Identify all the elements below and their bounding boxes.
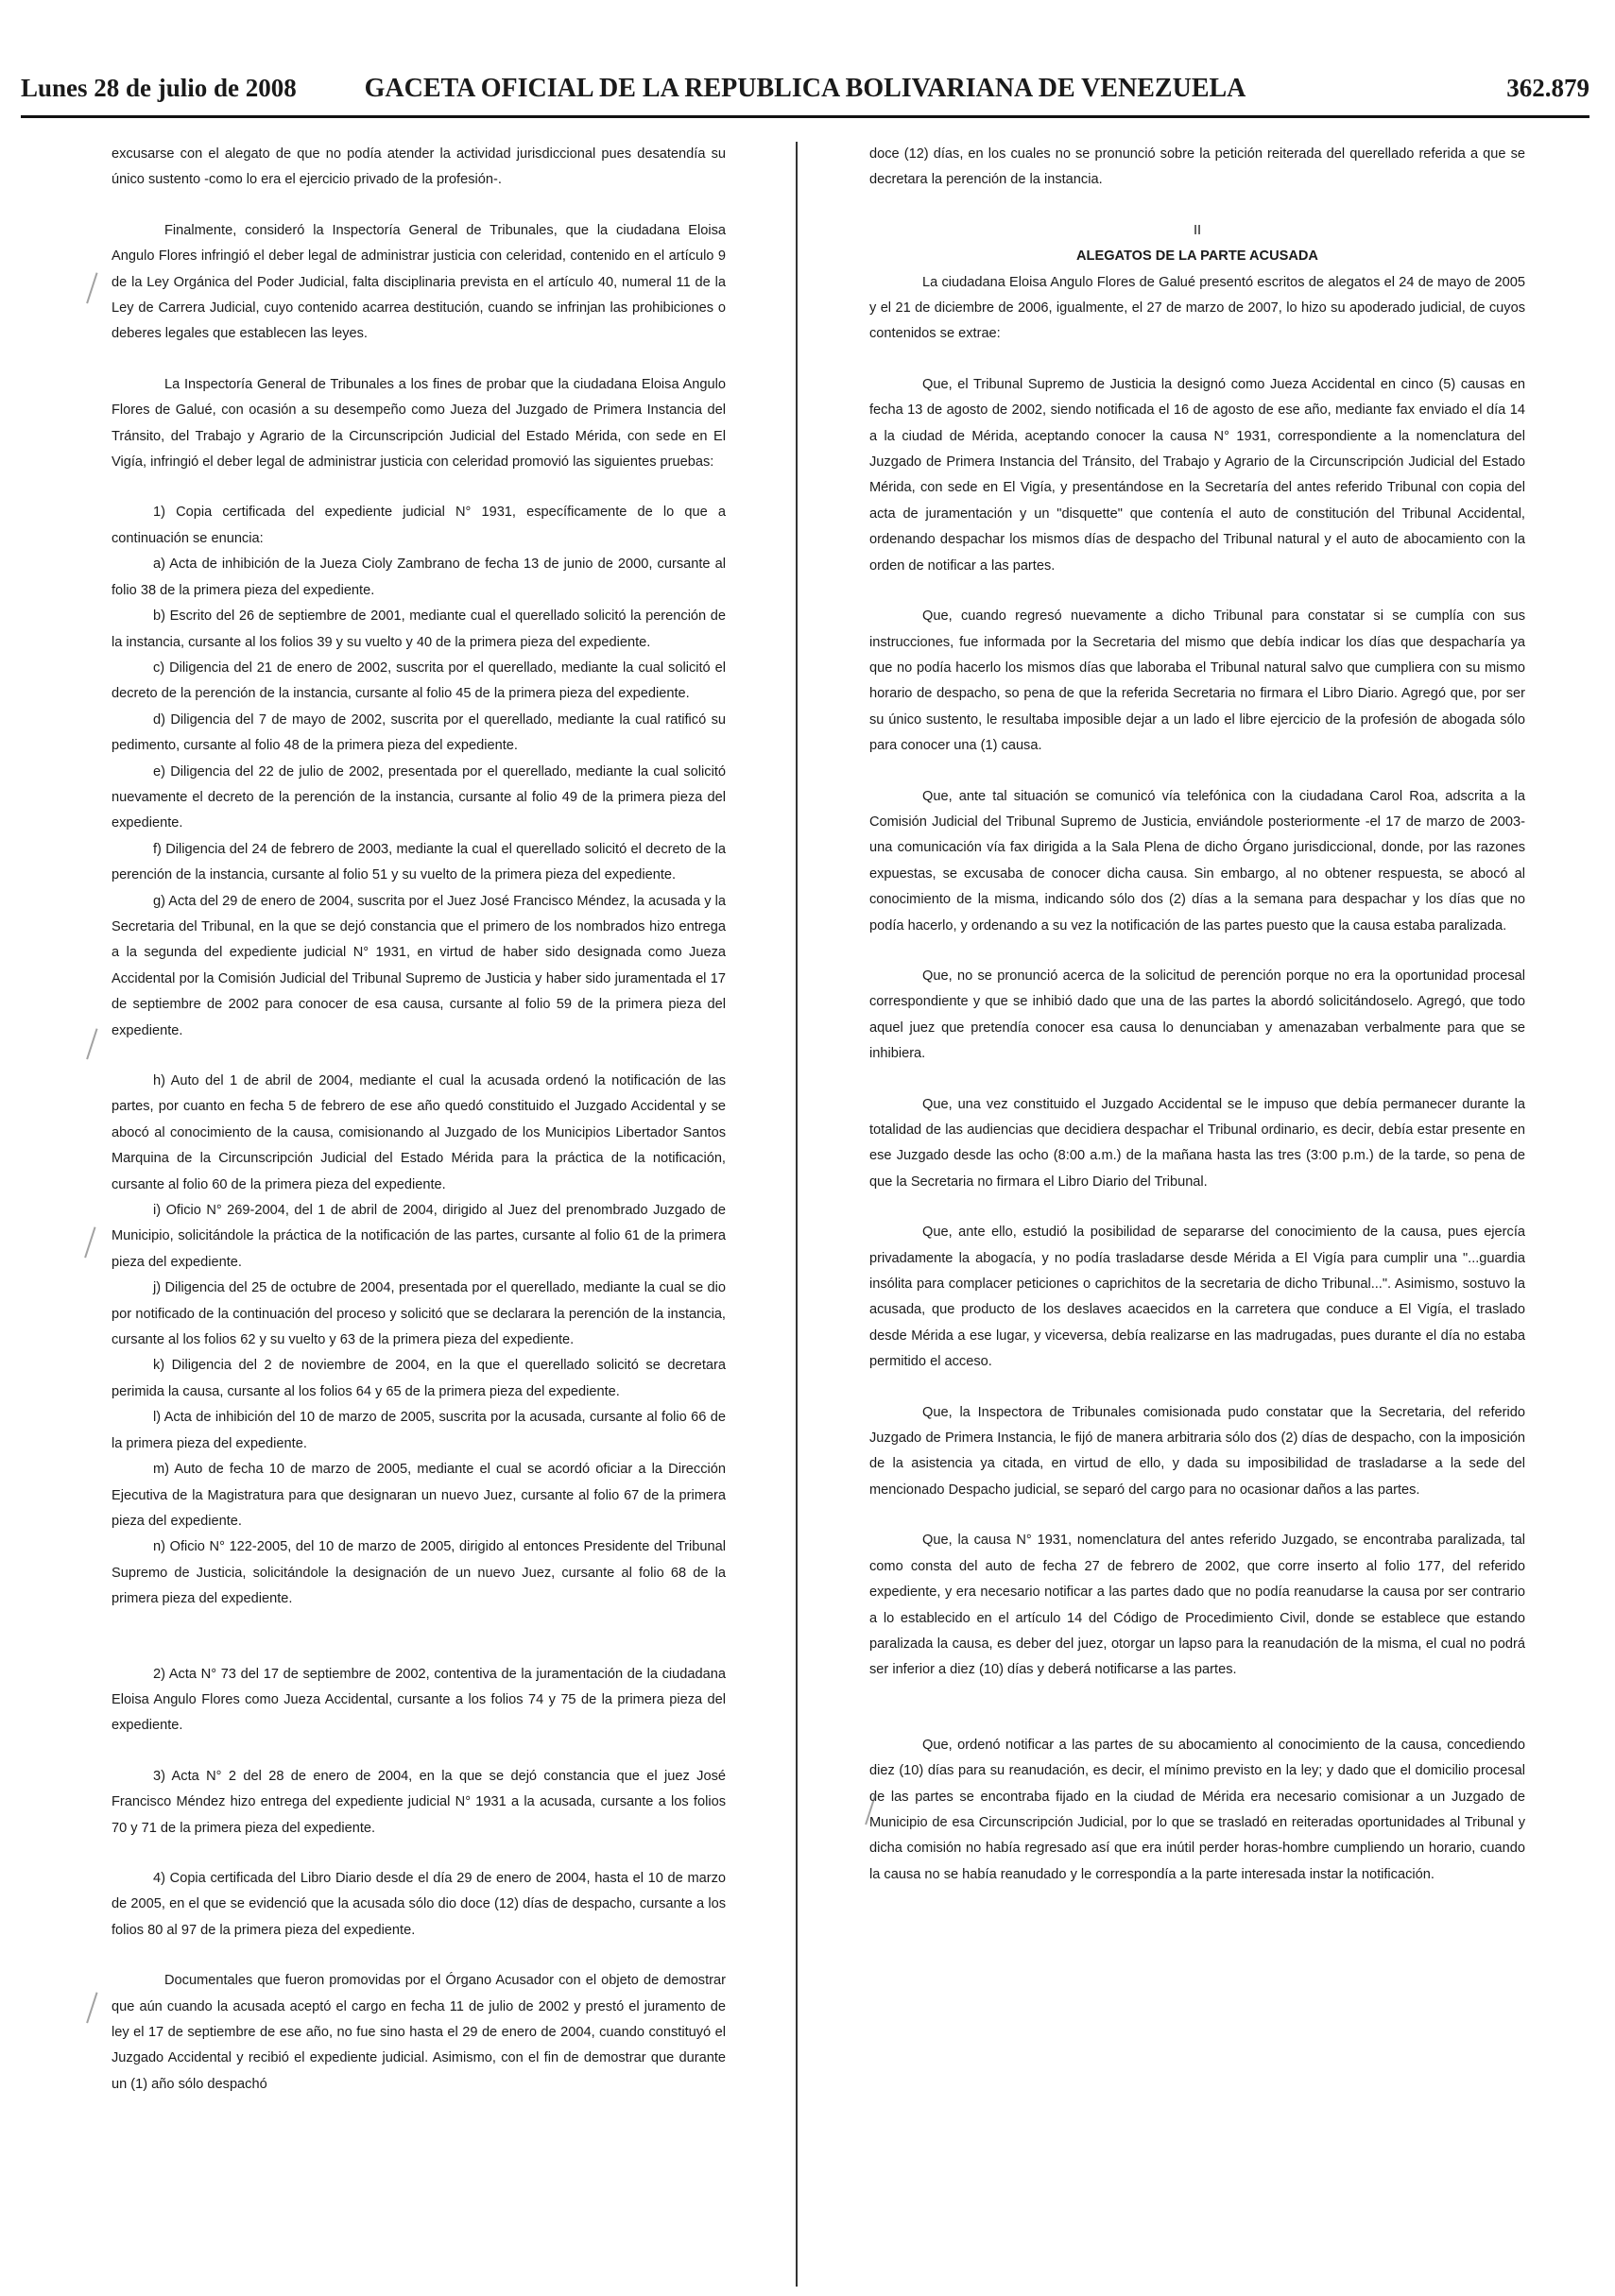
right-paragraph: Que, el Tribunal Supremo de Justicia la designó como Jueza Accidental en cinco (5) causas en fecha 13 de agosto de 2002, siendo notificada el 16 de agosto de ese año, mediante fax enviado el día 14 a la ciudad de Mérida, aceptando conocer la causa N° 1931, correspondiente a la nomenclatura del Juzgado de Primera Instancia del Tránsito, del Trabajo y Agrario de la Circunscripción Judicial del Estado Mérida, con sede en El Vigía, y presentándose en la Secretaría del antes referido Tribunal con copia del acta de juramentación y un "disquette" que contenía el auto de constitución del Tribunal Accidental, ordenando despachar los mismos días de despacho del Tribunal natural y el auto de abocamiento con la orden de notificar a las partes. <box>869 376 1525 574</box>
left-paragraph: c) Diligencia del 21 de enero de 2002, suscrita por el querellado, mediante la cual solicitó el decreto de la perención de la instancia, cursante al folio 45 de la primera pieza del expediente. <box>112 660 726 702</box>
header-rule <box>21 115 1589 118</box>
page-header <box>21 74 1589 111</box>
right-paragraph: Que, cuando regresó nuevamente a dicho Tribunal para constatar si se cumplía con sus instrucciones, fue informada por la Secretaria del mismo que debía indicar los días que despacharía ya que no podía hacerlo los mismos días que laboraba el Tribunal natural salvo que cumpliera con su mismo horario de despacho, so pena de que la referida Secretaria no firmara el Libro Diario. Agregó que, por ser su único sustento, le resultaba imposible dejar a un lado el libre ejercicio de la profesión de abogada sólo para conocer una (1) causa. <box>869 608 1525 754</box>
left-paragraph: La Inspectoría General de Tribunales a los fines de probar que la ciudadana Eloisa Angulo Flores de Galué, con ocasión a su desempeño como Jueza del Juzgado de Primera Instancia del Tránsito, del Trabajo y Agrario de la Circunscripción Judicial del Estado Mérida, con sede en El Vigía, infringió el deber legal de administrar justicia con celeridad promovió las siguientes pruebas: <box>112 376 726 471</box>
left-paragraph: 4) Copia certificada del Libro Diario desde el día 29 de enero de 2004, hasta el 10 de marzo de 2005, en el que se evidenció que la acusada sólo dio doce (12) días de despacho, cursante a los folios 80 al 97 de la primera pieza del expediente. <box>112 1870 726 1938</box>
right-paragraph: Que, una vez constituido el Juzgado Accidental se le impuso que debía permanecer durante la totalidad de las audiencias que decidiera despachar el Tribunal ordinario, es decir, debía estar presente en ese Juzgado desde las ocho (8:00 a.m.) de la mañana hasta las tres (3:00 p.m.) de la tarde, so pena de que la Secretaria no firmara el Libro Diario del Tribunal. <box>869 1096 1525 1190</box>
right-column <box>869 142 1525 1888</box>
section-number: II <box>1193 222 1202 238</box>
section-heading: ALEGATOS DE LA PARTE ACUSADA <box>1076 248 1318 265</box>
right-paragraph: Que, no se pronunció acerca de la solicitud de perención porque no era la oportunidad procesal correspondiente y que se inhibió dado que una de las partes la abordó solicitándoselo. Agregó, que todo aquel juez que pretendía conocer esa causa lo denunciaban y amenazaban verbalmente para que se inhibiera. <box>869 968 1525 1062</box>
right-paragraph: Que, ante tal situación se comunicó vía telefónica con la ciudadana Carol Roa, adscrita a la Comisión Judicial del Tribunal Supremo de Justicia, enviándole posteriormente -el 17 de marzo de 2003- una comunicación vía fax dirigida a la Sala Plena de dicho Órgano jurisdiccional, donde, por las razones expuestas, se excusaba de conocer dicha causa. Sin embargo, al no obtener respuesta, se abocó al conocimiento de la misma, indicando sólo dos (2) días a la semana para despachar y los días que no podía hacerlo, y ordenando a su vez la notificación de las partes puesto que la causa estaba paralizada. <box>869 788 1525 934</box>
left-paragraph: b) Escrito del 26 de septiembre de 2001, mediante cual el querellado solicitó la perención de la instancia, cursante al los folios 39 y su vuelto y 40 de la primera pieza del expediente. <box>112 608 726 650</box>
right-paragraph: Que, ordenó notificar a las partes de su abocamiento al conocimiento de la causa, concediendo diez (10) días para su reanudación, es decir, el mínimo previsto en la ley; y dado que el domicilio procesal de las partes se encontraba fijado en la ciudad de Mérida era necesario comisionar a un Juzgado de Municipio de esa Circunscripción Judicial, por lo que se trasladó en reiteradas oportunidades al Tribunal y dicha comisión no había regresado así que era inútil perder horas-hombre cumpliendo un horario, cuando la causa no se había reanudado y le correspondía a la parte interesada instar la notificación. <box>869 1737 1525 1882</box>
right-paragraph: Que, la Inspectora de Tribunales comisionada pudo constatar que la Secretaria, del referido Juzgado de Primera Instancia, le fijó de manera arbitraria sólo dos (2) días de despacho, con la imposición de la asistencia ya citada, en virtud de ello, y dada su imposibilidad de trasladarse a la sede del mencionado Despacho judicial, se separó del cargo para no ocasionar daños a las partes. <box>869 1404 1525 1498</box>
header-title: GACETA OFICIAL DE LA REPUBLICA BOLIVARIANA DE VENEZUELA <box>364 74 1246 103</box>
left-paragraph: n) Oficio N° 122-2005, del 10 de marzo de 2005, dirigido al entonces Presidente del Tribunal Supremo de Justicia, solicitándole la designación de un nuevo Juez, cursante al folio 68 de la primera pieza del expediente. <box>112 1539 726 1607</box>
left-paragraph: Documentales que fueron promovidas por el Órgano Acusador con el objeto de demostrar que aún cuando la acusada aceptó el cargo en fecha 11 de julio de 2002 y prestó el juramento de ley el 17 de septiembre de ese año, no fue sino hasta el 29 de enero de 2004, cuando constituyó el Juzgado Accidental y recibió el expediente judicial. Asimismo, con el fin de demostrar que durante un (1) año sólo despachó <box>112 1973 726 2092</box>
column-divider <box>796 142 798 2287</box>
right-paragraph: Que, la causa N° 1931, nomenclatura del antes referido Juzgado, se encontraba paralizada, tal como consta del auto de fecha 27 de febrero de 2002, que corre inserto al folio 177, del referido expediente, y era necesario notificar a las partes dado que no podía reanudarse la causa por ser contrario a lo establecido en el artículo 14 del Código de Procedimiento Civil, donde se establece que estando paralizada la causa, es deber del juez, otorgar un lapso para la reanudación de la misma, el cual no podrá ser inferior a diez (10) días y deberá notificarse a las partes. <box>869 1533 1525 1678</box>
left-paragraph: l) Acta de inhibición del 10 de marzo de 2005, suscrita por la acusada, cursante al folio 66 de la primera pieza del expediente. <box>112 1410 726 1451</box>
left-paragraph: d) Diligencia del 7 de mayo de 2002, suscrita por el querellado, mediante la cual ratificó su pedimento, cursante al folio 48 de la primera pieza del expediente. <box>112 711 726 754</box>
left-paragraph: 1) Copia certificada del expediente judicial N° 1931, específicamente de lo que a continuación se enuncia: <box>112 505 726 546</box>
left-paragraph: k) Diligencia del 2 de noviembre de 2004, en la que el querellado solicitó se decretara perimida la causa, cursante al los folios 64 y 65 de la primera pieza del expediente. <box>112 1358 726 1399</box>
left-paragraph: h) Auto del 1 de abril de 2004, mediante el cual la acusada ordenó la notificación de las partes, por cuanto en fecha 5 de febrero de ese año quedó constituido el Juzgado Accidental y se abocó al conocimiento de la causa, comisionando al Juzgado de los Municipios Libertador Santos Marquina de la Circunscripción Judicial del Estado Mérida para la práctica de la notificación, cursante al folio 60 de la primera pieza del expediente. <box>112 1073 726 1192</box>
left-paragraph: Finalmente, consideró la Inspectoría General de Tribunales, que la ciudadana Eloisa Angulo Flores infringió el deber legal de administrar justicia con celeridad, contenido en el artículo 9 de la Ley Orgánica del Poder Judicial, falta disciplinaria prevista en el artículo 40, numeral 11 de la Ley de Carrera Judicial, cuyo contenido acarrea destitución, cuando se infrinjan las prohibiciones o deberes legales que establecen las leyes. <box>112 222 726 342</box>
page-number: 362.879 <box>1506 74 1589 102</box>
left-paragraph: excusarse con el alegato de que no podía atender la actividad jurisdiccional pues desatendía su único sustento -como lo era el ejercicio privado de la profesión-. <box>112 146 726 188</box>
margin-mark <box>86 1992 111 2027</box>
right-paragraph: La ciudadana Eloisa Angulo Flores de Galué presentó escritos de alegatos el 24 de mayo de 2005 y el 21 de diciembre de 2006, igualmente, el 27 de marzo de 2007, lo hizo su apoderado judicial, de cuyos contenidos se extrae: <box>869 274 1525 342</box>
right-intro-paragraph: doce (12) días, en los cuales no se pronunció sobre la petición reiterada del querellado referida a que se decretara la perención de la instancia. <box>869 146 1525 188</box>
left-paragraph: 2) Acta N° 73 del 17 de septiembre de 2002, contentiva de la juramentación de la ciudadana Eloisa Angulo Flores como Jueza Accidental, cursante a los folios 74 y 75 de la primera pieza del expediente. <box>112 1666 726 1734</box>
left-column <box>112 142 726 2098</box>
left-paragraph: f) Diligencia del 24 de febrero de 2003, mediante la cual el querellado solicitó el decreto de la perención de la instancia, cursante al folio 51 y su vuelto de la primera pieza del expediente. <box>112 841 726 883</box>
margin-mark <box>86 1028 111 1063</box>
margin-mark <box>86 272 111 307</box>
header-date: Lunes 28 de julio de 2008 <box>21 74 297 102</box>
left-paragraph: e) Diligencia del 22 de julio de 2002, presentada por el querellado, mediante la cual solicitó nuevamente el decreto de la perención de la instancia, cursante al folio 49 de la primera pieza del expediente. <box>112 763 726 831</box>
left-paragraph: 3) Acta N° 2 del 28 de enero de 2004, en la que se dejó constancia que el juez José Francisco Méndez hizo entrega del expediente judicial N° 1931 a la acusada, cursante a los folios 70 y 71 de la primera pieza del expediente. <box>112 1768 726 1836</box>
left-paragraph: g) Acta del 29 de enero de 2004, suscrita por el Juez José Francisco Méndez, la acusada y la Secretaria del Tribunal, en la que se dejó constancia que el primero de los nombrados hizo entrega a la segunda del expediente judicial N° 1931, en virtud de haber sido designada como Jueza Accidental por la Comisión Judicial del Tribunal Supremo de Justicia y haber sido juramentada el 17 de septiembre de 2002 para conocer de esa causa, cursante al folio 59 de la primera pieza del expediente. <box>112 893 726 1038</box>
left-paragraph: m) Auto de fecha 10 de marzo de 2005, mediante el cual se acordó oficiar a la Dirección Ejecutiva de la Magistratura para que designaran un nuevo Juez, cursante al folio 67 de la primera pieza del expediente. <box>112 1462 726 1529</box>
right-paragraph: Que, ante ello, estudió la posibilidad de separarse del conocimiento de la causa, pues ejercía privadamente la abogacía, y no podía trasladarse desde Mérida a El Vigía para cumplir una "...guardia insólita para complacer peticiones o caprichitos de la secretaria de dicho Tribunal...". Asimismo, sostuvo la acusada, que producto de los deslaves acaecidos en la carretera que conduce a El Vigía, el traslado desde Mérida a ese lugar, y viceversa, debía realizarse en las madrugadas, pues durante el día no estaba permitido el acceso. <box>869 1225 1525 1370</box>
right-paragraphs <box>869 270 1525 1889</box>
left-paragraph: a) Acta de inhibición de la Jueza Cioly Zambrano de fecha 13 de junio de 2000, cursante al folio 38 de la primera pieza del expediente. <box>112 557 726 598</box>
left-paragraph: j) Diligencia del 25 de octubre de 2004, presentada por el querellado, mediante la cual se dio por notificado de la continuación del proceso y solicitó que se declarara la perención de la instancia, cursante al los folios 62 y su vuelto y 63 de la primera pieza del expediente. <box>112 1280 726 1348</box>
margin-mark <box>84 1226 109 1261</box>
left-paragraph: i) Oficio N° 269-2004, del 1 de abril de 2004, dirigido al Juez del prenombrado Juzgado de Municipio, solicitándole la práctica de la notificación de las partes, cursante al folio 61 de la primera pieza del expediente. <box>112 1203 726 1270</box>
